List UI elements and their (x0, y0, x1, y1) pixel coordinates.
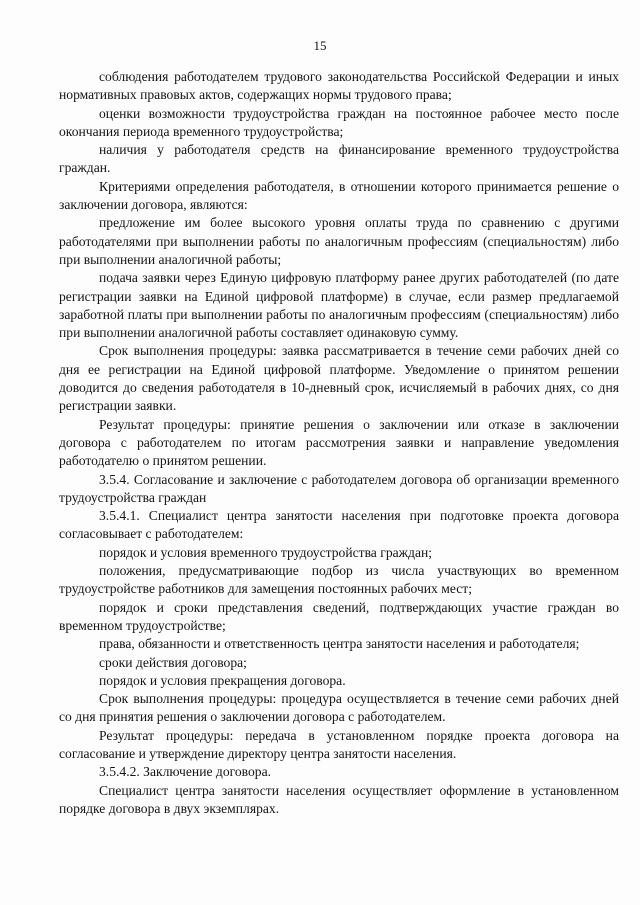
section-heading: 3.5.4. Согласование и заключение с работодателем договора об организации временного трудоустройства граждан (59, 471, 619, 505)
paragraph: порядок и условия прекращения договора. (99, 672, 346, 688)
body-text (59, 68, 619, 818)
paragraph: порядок и условия временного трудоустройства граждан; (99, 544, 433, 560)
paragraph: Специалист центра занятости населения осуществляет оформление в установленном порядке договора в двух экземплярах. (59, 782, 619, 816)
paragraph: Результат процедуры: принятие решения о заключении или отказе в заключении договора с работодателем по итогам рассмотрения заявки и направление уведомления работодателю о принятом решении. (59, 416, 619, 469)
paragraph: Результат процедуры: передача в установленном порядке проекта договора на согласование и утверждение директору центра занятости населения. (59, 727, 619, 761)
paragraph: сроки действия договора; (99, 654, 247, 670)
paragraph: положения, предусматривающие подбор из числа участвующих во временном трудоустройстве работников для замещения постоянных рабочих мест; (59, 563, 619, 597)
paragraph: права, обязанности и ответственность центра занятости населения и работодателя; (99, 636, 580, 652)
paragraph: Срок выполнения процедуры: процедура осуществляется в течение семи рабочих дней со дня принятия решения о заключении договора с работодателем. (59, 691, 619, 725)
paragraph: 3.5.4.1. Специалист центра занятости населения при подготовке проекта договора согласовывает с работодателем: (59, 508, 619, 542)
paragraph: оценки возможности трудоустройства граждан на постоянное рабочее место после окончания периода временного трудоустройства; (59, 105, 619, 139)
paragraph: подача заявки через Единую цифровую платформу ранее других работодателей (по дате регистрации заявки на Единой цифровой платформе) в случае, если размер предлагаемой заработной платы при выполнении работы по аналогичным профессиям (специальностям) либо при выполнении аналогичной работы составляет одинаковую сумму. (59, 270, 619, 341)
paragraph: предложение им более высокого уровня оплаты труда по сравнению с другими работодателями при выполнении работы по аналогичным профессиям (специальностям) либо при выполнении аналогичной работы; (59, 215, 619, 267)
paragraph: наличия у работодателя средств на финансирование временного трудоустройства граждан. (59, 142, 619, 176)
page-number: 15 (313, 38, 327, 53)
paragraph: Срок выполнения процедуры: заявка рассматривается в течение семи рабочих дней со дня ее регистрации на Единой цифровой платформе. Уведомление о принятом решении доводится до сведения работодателя в 10-дневный срок, исчисляемый в рабочих днях, со дня регистрации заявки. (59, 343, 619, 414)
paragraph: Критериями определения работодателя, в отношении которого принимается решение о заключении договора, являются: (59, 178, 619, 213)
paragraph: порядок и сроки представления сведений, подтверждающих участие граждан во временном трудоустройстве; (59, 599, 619, 633)
section-heading: 3.5.4.2. Заключение договора. (99, 764, 271, 780)
paragraph: соблюдения работодателем трудового законодательства Российской Федерации и иных нормативных правовых актов, содержащих нормы трудового права; (59, 69, 619, 103)
